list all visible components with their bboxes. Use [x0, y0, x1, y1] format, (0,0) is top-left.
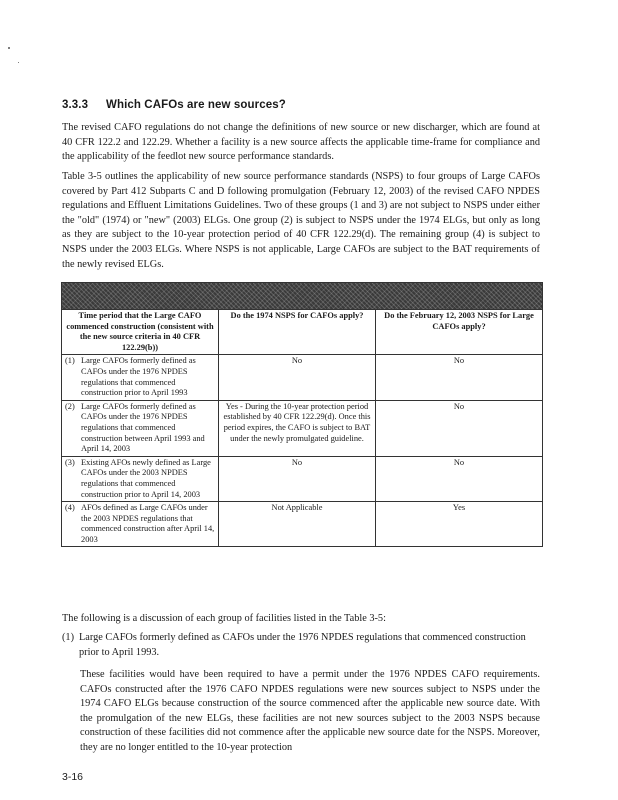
section-number: 3.3.3 [62, 99, 89, 111]
row-2003-value: No [376, 400, 543, 456]
table-row [62, 400, 543, 456]
list-item-body: These facilities would have been required to have a permit under the 1976 NPDES CAFO requirements. CAFOs constructed after the 1976 CAFO NPDES regulations were new sources subject to NSPS under the 1974 CAFO ELGs because construction of the source commenced after the applicable new source date. With the promulgation of the new ELGs, these facilities are not new sources subject to the 2003 NSPS because construction of these facilities did not commence after the applicable new source date for the NSPS. Moreover, they are no longer entitled to the 10-year protection [80, 669, 540, 753]
row-period: AFOs defined as Large CAFOs under the 2003 NPDES regulations that commenced construction after April 14, 2003 [81, 503, 215, 544]
table-row [62, 456, 543, 501]
row-1974-value: No [219, 355, 376, 400]
row-1974-value: Not Applicable [219, 502, 376, 547]
row-number: (1) [65, 356, 75, 366]
scan-speck [8, 47, 10, 49]
header-time-period: Time period that the Large CAFO commenced construction (consistent with the new source criteria in 40 CFR 122.29(b)) [62, 310, 219, 355]
list-item-number: (1) [62, 632, 75, 643]
row-1974-value: No [219, 456, 376, 501]
table-row [62, 355, 543, 400]
page-number: 3-16 [62, 771, 84, 783]
header-2003-nsps: Do the February 12, 2003 NSPS for Large CAFOs apply? [376, 310, 543, 355]
discussion-intro: The following is a discussion of each group of facilities listed in the Table 3-5: [62, 613, 386, 624]
row-period: Large CAFOs formerly defined as CAFOs under the 1976 NPDES regulations that commenced construction prior to April 1993 [81, 356, 196, 398]
row-2003-value: No [376, 456, 543, 501]
row-1974-value: Yes - During the 10-year protection period established by 40 CFR 122.29(d). Once this period expires, the CAFO is subject to BAT under the newly promulgated guideline. [219, 400, 376, 456]
section-heading [62, 99, 286, 111]
nsps-applicability-table [61, 282, 543, 547]
row-number: (2) [65, 401, 75, 411]
row-period: Existing AFOs newly defined as Large CAFOs under the 2003 NPDES regulations that commenced construction prior to April 14, 2003 [81, 457, 211, 499]
list-item-title: Large CAFOs formerly defined as CAFOs under the 1976 NPDES regulations that commenced construction prior to April 1993. [79, 632, 526, 658]
section-title: Which CAFOs are new sources? [106, 99, 286, 111]
row-period: Large CAFOs formerly defined as CAFOs under the 1976 NPDES regulations that commenced construction between April 1993 and April 14, 2003 [81, 401, 205, 454]
list-item [62, 631, 540, 660]
paragraph-table-summary: Table 3-5 outlines the applicability of new source performance standards (NSPS) to four groups of Large CAFOs covered by Part 412 Subparts C and D following promulgation (February 12, 2003) of the revised CAFO NPDES regulations and Effluent Limitations Guidelines. Two of these groups (1 and 3) are not subject to NSPS under either the "old" (1974) or "new" (2003) ELGs. One group (2) is subject to NSPS under the 1974 ELGs, but only as long as they are subject to the 10-year protection period of 40 CFR 122.29(d). The remaining group (4) is subject to NSPS under the 2003 ELGs. Where NSPS is not applicable, Large CAFOs are subject to the BAT requirements of the newly revised ELGs. [62, 171, 540, 270]
table-caption-bar [62, 283, 543, 310]
scan-speck [18, 62, 19, 63]
row-2003-value: Yes [376, 502, 543, 547]
row-2003-value: No [376, 355, 543, 400]
header-1974-nsps: Do the 1974 NSPS for CAFOs apply? [219, 310, 376, 355]
row-number: (4) [65, 503, 75, 513]
table-header-row [62, 310, 543, 355]
row-number: (3) [65, 457, 75, 467]
table-row [62, 502, 543, 547]
paragraph-definitions: The revised CAFO regulations do not change the definitions of new source or new discharger, which are found at 40 CFR 122.2 and 122.29. Whether a facility is a new source affects the applicable time-frame for compliance and the applicability of the feedlot new source performance standards. [62, 122, 540, 163]
